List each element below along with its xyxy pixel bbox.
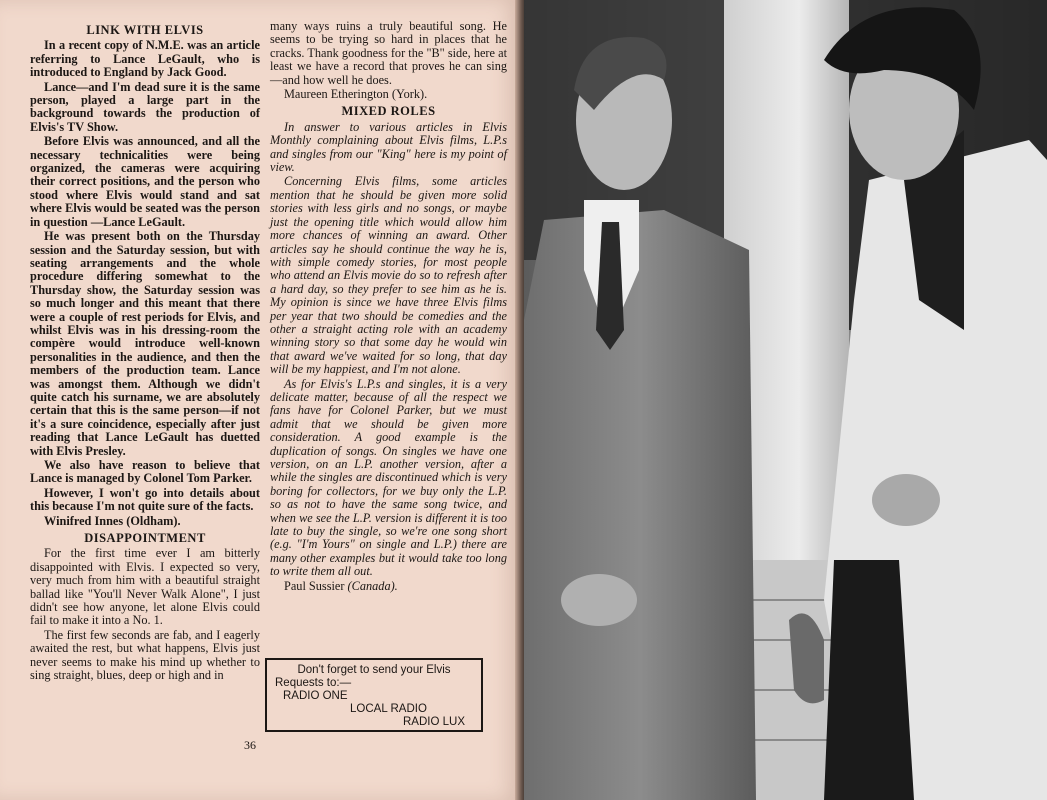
notice-station: RADIO ONE bbox=[283, 690, 348, 702]
man-right-trousers bbox=[824, 560, 914, 800]
man-right-hand bbox=[872, 474, 940, 526]
letter3-paragraph: In answer to various articles in Elvis Monthly complaining about Elvis films, L.P.s and singles from our "King" here is my point of view. bbox=[270, 119, 507, 175]
notice-station: RADIO LUX bbox=[403, 716, 465, 728]
letter1-paragraph: We also have reason to believe that Lance is managed by Colonel Tom Parker. bbox=[30, 458, 260, 486]
black-and-white-photo bbox=[524, 0, 1047, 800]
letter3-signature-place: (Canada). bbox=[347, 578, 398, 593]
letter2-continuation: many ways ruins a truly beautiful song. He seems to be trying so hard in places that he cracks. Thank goodness for the "B" side, here at least we have a record that proves he can sing —and how well he does. bbox=[270, 19, 507, 87]
letter1-paragraph: In a recent copy of N.M.E. was an article referring to Lance LeGault, who is introduced to England by Jack Good. bbox=[30, 38, 260, 80]
letter1-paragraph: Before Elvis was announced, and all the necessary technicalities were being organized, the cameras were acquiring their correct positions, and the person who stood where Elvis would stand and sat where Elvis would be seated was the person in question —Lance LeGault. bbox=[30, 134, 260, 229]
column-left bbox=[30, 20, 260, 684]
letter3-section bbox=[270, 105, 507, 593]
letter1-heading: LINK WITH ELVIS bbox=[86, 23, 204, 37]
notice-line: Requests to:— bbox=[275, 677, 352, 689]
letter1-paragraph: However, I won't go into details about this because I'm not quite sure of the facts. bbox=[30, 485, 260, 514]
notice-line: Don't forget to send your Elvis bbox=[297, 664, 451, 676]
man-left-hands bbox=[561, 574, 637, 626]
photo-page bbox=[524, 0, 1047, 800]
man-left-suit bbox=[524, 210, 756, 800]
letter2-heading: DISAPPOINTMENT bbox=[84, 531, 206, 546]
letter3-signature bbox=[270, 580, 507, 593]
letter2-paragraph: The first few seconds are fab, and I eagerly awaited the rest, but what happens, Elvis just never seems to make his mind up whether to sing straight, blues, deep or high and in bbox=[30, 627, 260, 683]
page-number: 36 bbox=[244, 738, 256, 752]
column-right bbox=[270, 20, 507, 597]
letter3-paragraph: Concerning Elvis films, some articles mention that he should be given more solid stories with less girls and no songs, or maybe just the opening title which would allow him more chances of winning an award. Other articles say he should continue the way he is, with simple comedy stories, for most people who attend an Elvis movie do so to refresh after a hard day, so they prefer to see him as he is. My opinion is since we have three Elvis films per year that two should be comedies and the other a straight acting role with an academy winning story so that some day he would win that award we've waited for so long, that day will be my happiest, and I'm not alone. bbox=[270, 174, 507, 377]
notice-station: LOCAL RADIO bbox=[350, 703, 427, 715]
letter3-paragraph: As for Elvis's L.P.s and singles, it is a very delicate matter, because of all the respect we fans have for Colonel Parker, but we must admit that we should be given more consideration. A good example is the duplication of songs. On singles we have one version, on an L.P. another version, after a while the singles are discontinued which is very boring for collectors, for we buy only the L.P. so as not to have the same song twice, and when we see the L.P. version is different it is too late to buy the single, so we're one song short (e.g. "I'm Yours" on single and L.P.) there are many other examples but it would take too long to write them all out. bbox=[270, 376, 507, 579]
letter2-paragraph: For the first time ever I am bitterly disappointed with Elvis. I expected so very, very much from him with a beautiful straight ballad like "You'll Never Walk Alone", I just didn't see how anyone, let alone Elvis could fail to make it into a No. 1. bbox=[30, 546, 260, 628]
radio-request-notice bbox=[265, 658, 483, 732]
letter3-heading: MIXED ROLES bbox=[341, 104, 436, 119]
letter2-signature: Maureen Etherington (York). bbox=[284, 87, 428, 102]
left-page bbox=[0, 0, 520, 800]
letter1-signature: Winifred Innes (Oldham). bbox=[44, 513, 181, 528]
letter1-paragraph: He was present both on the Thursday session and the Saturday session, but with seating arrangements and the whole procedure differing somewhat to the Thursday show, the Saturday session was so much longer and this meant that there were a couple of rest periods for Elvis, and whilst Elvis was in his dressing-room the compère would introduce well-known personalities in the audience, and then the members of the production team. Lance was amongst them. Although we didn't quite catch his surname, we are absolutely certain that this is the same person—if not it's a sure coincidence, especially after just reading that Lance LeGault has duetted with Elvis Presley. bbox=[30, 229, 260, 458]
letter1-paragraph: Lance—and I'm dead sure it is the same person, played a large part in the background towards the production of Elvis's TV Show. bbox=[30, 79, 260, 134]
letter3-signature-name: Paul Sussier bbox=[284, 578, 345, 593]
letter2-section bbox=[30, 532, 260, 682]
